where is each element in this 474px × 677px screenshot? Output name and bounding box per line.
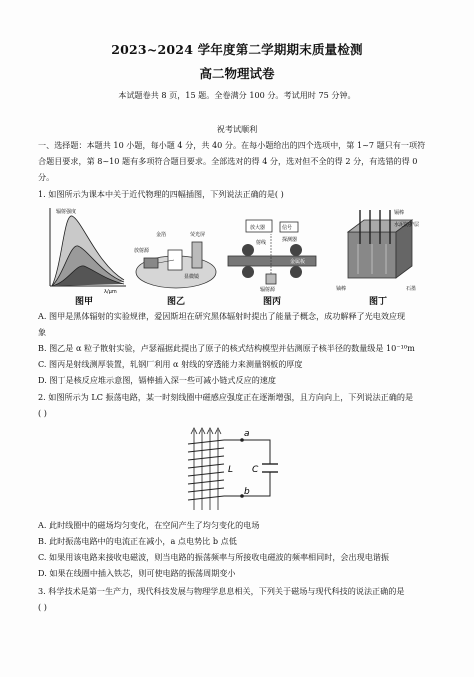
- lc-label-a: a: [244, 429, 250, 439]
- section1-line1: 一、选择题：本题共 10 小题，每小题 4 分，共 40 分。在每小题给出的四个选项中，第 1~7 题只有一项符: [38, 140, 426, 150]
- fig-jia-xlabel: λ/μm: [104, 289, 117, 294]
- q1-stem: 1. 如图所示为课本中关于近代物理的四幅插图，下列说法正确的是( ): [38, 189, 284, 199]
- exam-subtitle: 高二物理试卷: [199, 66, 275, 81]
- q1-option-c: C. 图丙是射线测厚装置，轧钢厂利用 α 射线的穿透能力来测量钢板的厚度: [38, 359, 303, 369]
- lc-label-l: L: [228, 465, 234, 475]
- fig-ding-label-graphite: 石墨: [406, 286, 417, 292]
- fig-jia-caption: 图甲: [74, 297, 93, 307]
- figure-jia: [42, 204, 128, 294]
- fig-bing-label-detector: 探测器: [282, 237, 298, 243]
- fig-bing-label-source: 辐射源: [260, 287, 276, 292]
- exam-info: 本试题卷共 8 页，15 题。全卷满分 100 分。考试用时 75 分钟。: [118, 90, 356, 100]
- fig-bing-label-plate: 金属板: [290, 259, 306, 265]
- q3-stem-line1: 3. 科学技术是第一生产力，现代科技发展与物理学息息相关，下列关于磁场与现代科技的说法正确的是: [38, 586, 405, 596]
- exam-title: 2023~2024 学年度第二学期期末质量检测: [111, 42, 363, 57]
- figure-yi: [132, 228, 220, 292]
- q2-option-d: D. 如果在线圈中插入铁芯，则可使电路的振荡周期变小: [38, 568, 236, 578]
- fig-bing-label-signal: 信号: [282, 225, 293, 231]
- q2-option-a: A. 此时线圈中的磁场均匀变化，在空间产生了均匀变化的电场: [38, 520, 260, 530]
- q1-option-a-line2: 象: [38, 327, 47, 337]
- fig-bing-caption: 图丙: [262, 297, 281, 307]
- section1-line3: 分。: [38, 172, 55, 182]
- lc-label-c: C: [252, 465, 259, 475]
- q1-option-d: D. 图丁是核反应堆示意图，镉棒插入深一些可减小链式反应的速度: [38, 375, 276, 385]
- q2-option-b: B. 此时振荡电路中的电流正在减小，a 点电势比 b 点低: [38, 536, 237, 546]
- fig-yi-caption: 图乙: [166, 297, 185, 307]
- q3-stem-line2: ( ): [38, 602, 47, 612]
- fig-bing-label-ray: 射线: [256, 240, 267, 246]
- q1-option-a-line1: A. 图甲是黑体辐射的实验规律，爱因斯坦在研究黑体辐射时提出了能量子概念，成功解释了光电效应现: [38, 311, 406, 321]
- lc-label-b: b: [244, 487, 250, 497]
- fig-bing-label-amp: 放大器: [250, 225, 266, 231]
- fig-yi-label-source: 放射源: [134, 248, 150, 254]
- q1-option-b: B. 图乙是 α 粒子散射实验，卢瑟福据此提出了原子的核式结构模型并估测原子核半径的数量级是 10⁻¹⁰m: [38, 343, 415, 353]
- figure-ding: [334, 204, 426, 294]
- fig-jia-ylabel: 辐射强度: [56, 209, 77, 215]
- q2-stem-line2: ( ): [38, 408, 47, 418]
- q2-stem-line1: 2. 如图所示为 LC 振荡电路，某一时刻线圈中磁感应强度正在逐渐增强，且方向向上，下列说法正确的是: [38, 392, 414, 402]
- figure-lc-circuit: [180, 426, 290, 514]
- section1-line2: 合题目要求，第 8~10 题有多项符合题目要求。全部选对的得 4 分，选对但不全的得 2 分，有选错的得 0: [38, 156, 418, 166]
- fig-yi-label-screen: 荧光屏: [190, 232, 206, 238]
- fig-ding-label-cadmium: 镉棒: [394, 210, 405, 216]
- fig-yi-label-microscope: 显微镜: [184, 274, 200, 280]
- notice: 祝考试顺利: [216, 124, 258, 134]
- fig-ding-caption: 图丁: [368, 297, 387, 307]
- q2-option-c: C. 如果用该电路来接收电磁波，则当电路的振荡频率与所接收电磁波的频率相同时，会出现电谐振: [38, 552, 389, 562]
- fig-yi-label-foil: 金箔: [156, 232, 167, 238]
- fig-ding-label-concrete: 水泥防护层: [394, 222, 420, 228]
- figure-bing: [226, 216, 318, 292]
- fig-ding-label-uranium: 铀棒: [336, 286, 347, 292]
